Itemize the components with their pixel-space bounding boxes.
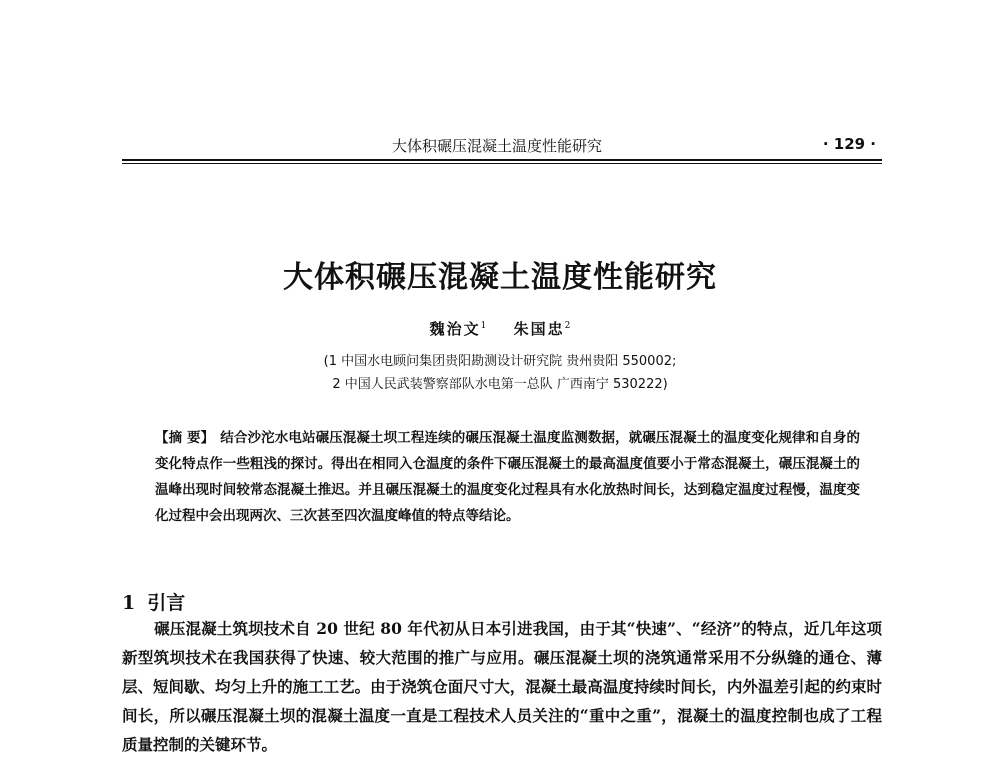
authors: [0, 318, 1000, 339]
page-number: · 129 ·: [822, 135, 876, 153]
author-2-mark: 2: [564, 321, 571, 331]
paper-title: 大体积碾压混凝土温度性能研究: [283, 260, 717, 295]
author-1: [430, 318, 487, 339]
running-title: 大体积碾压混凝土温度性能研究: [392, 137, 603, 155]
section-heading: [122, 588, 185, 615]
affiliation-2: 2 中国人民武装警察部队水电第一总队 广西南宁 530222): [332, 377, 668, 392]
header-rule-thick: [122, 159, 882, 161]
section-title: 引言: [147, 592, 186, 614]
body-paragraph-text: 碾压混凝土筑坝技术自 20 世纪 80 年代初从日本引进我国，由于其“快速”、“经济”的特点，近几年这项新型筑坝技术在我国获得了快速、较大范围的推广与应用。碾压混凝土坝的浇筑通常采用不分纵缝的通仓、薄层、短间歇、均匀上升的施工工艺。由于浇筑仓面尺寸大，混凝土最高温度持续时间长，内外温差引起的约束时间长，所以碾压混凝土坝的混凝土温度一直是工程技术人员关注的“重中之重”，混凝土的温度控制也成了工程质量控制的关键环节。: [122, 619, 882, 754]
abstract: [155, 425, 860, 529]
abstract-text: 结合沙沱水电站碾压混凝土坝工程连续的碾压混凝土温度监测数据，就碾压混凝土的温度变化规律和自身的变化特点作一些粗浅的探讨。得出在相同入仓温度的条件下碾压混凝土的最高温度值要小于常态混凝土，碾压混凝土的温峰出现时间较常态混凝土推迟。并且碾压混凝土的温度变化过程具有水化放热时间长，达到稳定温度过程慢，温度变化过程中会出现两次、三次甚至四次温度峰值的特点等结论。: [155, 430, 861, 524]
abstract-label: 【摘 要】: [155, 430, 215, 446]
affiliation-1: (1 中国水电顾问集团贵阳勘测设计研究院 贵州贵阳 550002;: [323, 354, 677, 369]
author-1-name: 魏治文: [429, 320, 481, 338]
author-1-mark: 1: [480, 321, 487, 331]
section-number: 1: [122, 592, 136, 614]
author-2-name: 朱国忠: [513, 320, 565, 338]
body-paragraph: [122, 614, 882, 759]
running-header: [122, 133, 882, 159]
author-2: [514, 318, 571, 339]
header-rule-thin: [122, 163, 882, 164]
